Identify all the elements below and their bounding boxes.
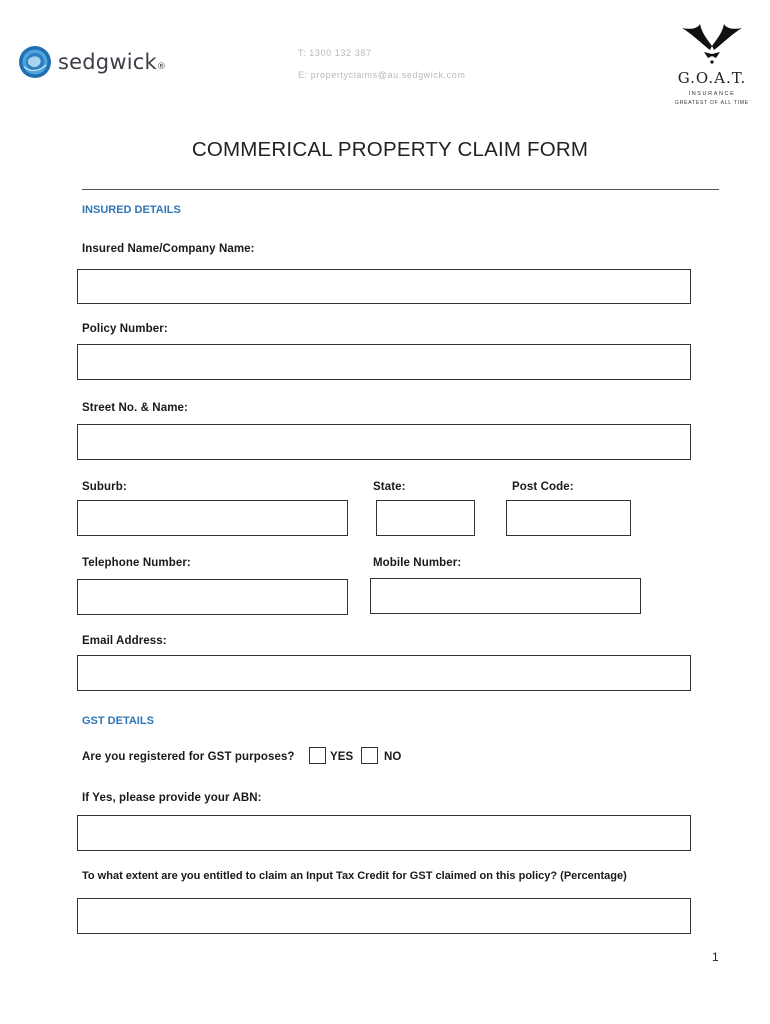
gst-yes-label: YES <box>330 751 354 763</box>
mobile-field[interactable] <box>370 578 641 614</box>
insured-name-label: Insured Name/Company Name: <box>82 243 255 255</box>
suburb-field[interactable] <box>77 500 348 536</box>
postcode-label: Post Code: <box>512 481 574 493</box>
insurer-name: G.O.A.T. <box>677 69 747 87</box>
abn-field[interactable] <box>77 815 691 851</box>
insurer-logo <box>662 20 762 112</box>
email-label: Email Address: <box>82 635 167 647</box>
page-number: 1 <box>712 950 719 964</box>
contact-phone: T: 1300 132 387 <box>298 48 372 58</box>
title-divider <box>82 189 719 190</box>
section-gst-details: GST DETAILS <box>82 715 154 727</box>
insurer-tagline: GREATEST OF ALL TIME <box>675 100 749 106</box>
section-insured-details: INSURED DETAILS <box>82 204 181 216</box>
telephone-label: Telephone Number: <box>82 557 191 569</box>
itc-field[interactable] <box>77 898 691 934</box>
abn-label: If Yes, please provide your ABN: <box>82 792 262 804</box>
email-field[interactable] <box>77 655 691 691</box>
goat-horns-icon <box>662 20 762 66</box>
state-label: State: <box>373 481 406 493</box>
street-label: Street No. & Name: <box>82 402 188 414</box>
policy-number-label: Policy Number: <box>82 323 168 335</box>
contact-email: E: propertyclaims@au.sedgwick.com <box>298 70 466 80</box>
gst-yes-checkbox[interactable] <box>309 747 326 764</box>
form-title: COMMERICAL PROPERTY CLAIM FORM <box>191 138 589 161</box>
state-field[interactable] <box>376 500 475 536</box>
insurer-subtitle: INSURANCE <box>688 91 736 97</box>
logo-wordmark: sedgwick® <box>58 50 167 74</box>
itc-label: To what extent are you entitled to claim an Input Tax Credit for GST claimed on this policy? (Percentage) <box>82 870 627 882</box>
gst-no-label: NO <box>384 751 402 763</box>
street-field[interactable] <box>77 424 691 460</box>
insured-name-field[interactable] <box>77 269 691 304</box>
sedgwick-globe-icon <box>18 45 52 79</box>
gst-no-checkbox[interactable] <box>361 747 378 764</box>
mobile-label: Mobile Number: <box>373 557 462 569</box>
policy-number-field[interactable] <box>77 344 691 380</box>
sedgwick-logo <box>18 44 168 80</box>
suburb-label: Suburb: <box>82 481 127 493</box>
telephone-field[interactable] <box>77 579 348 615</box>
postcode-field[interactable] <box>506 500 631 536</box>
gst-question-label: Are you registered for GST purposes? <box>82 751 295 763</box>
